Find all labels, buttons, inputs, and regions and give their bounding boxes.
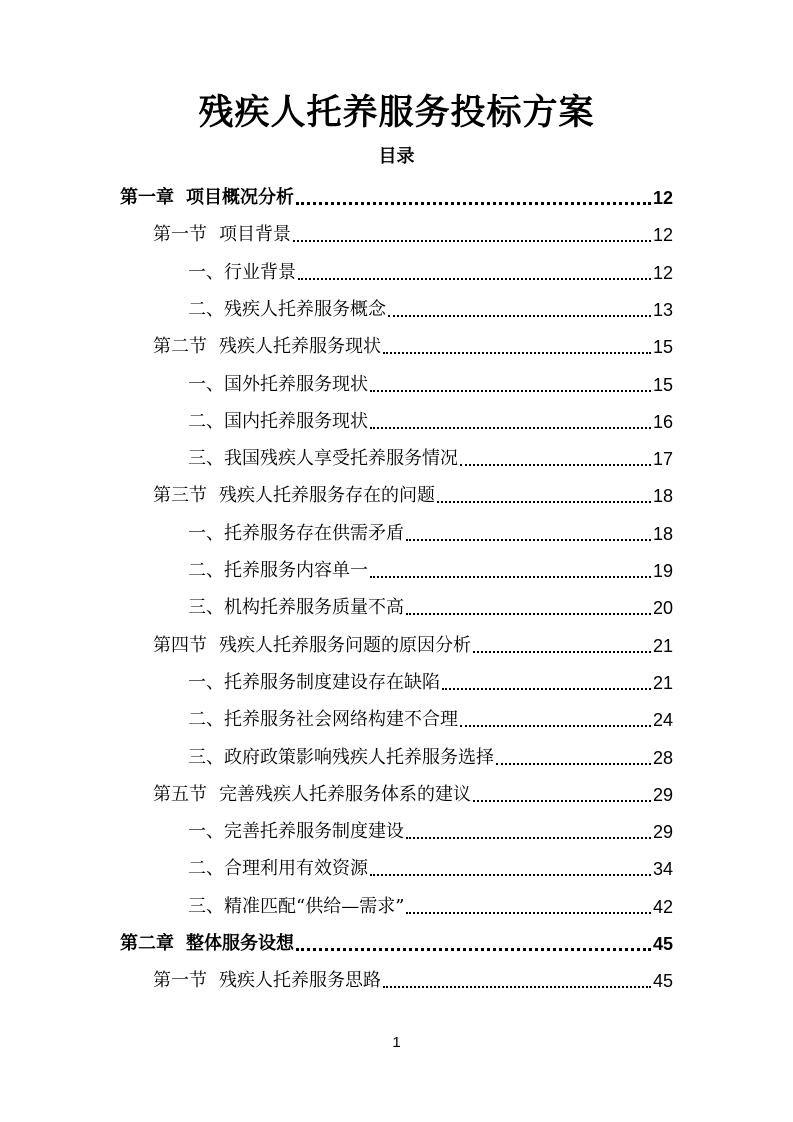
toc-heading: 目录 bbox=[378, 146, 415, 167]
toc-entry-title bbox=[188, 819, 404, 845]
toc-dot-leader bbox=[406, 902, 651, 914]
page-number: 1 bbox=[392, 1034, 401, 1051]
toc-dot-leader bbox=[496, 753, 651, 765]
toc-entry-text: 托养服务存在供需矛盾 bbox=[224, 523, 404, 544]
toc-entry-number: 第三节 bbox=[153, 485, 207, 506]
toc-page-number: 12 bbox=[652, 188, 673, 208]
toc-subsection-entry[interactable] bbox=[188, 846, 673, 882]
toc-subsection-entry[interactable] bbox=[188, 511, 673, 547]
toc-subsection-entry[interactable] bbox=[188, 436, 673, 472]
toc-entry-title bbox=[188, 707, 458, 733]
toc-entry-number: 二、 bbox=[188, 411, 224, 432]
toc-entry-text: 政府政策影响残疾人托养服务选择 bbox=[224, 747, 494, 768]
toc-entry-number: 第一节 bbox=[153, 970, 207, 991]
toc-entry-title bbox=[153, 222, 291, 248]
toc-entry-text: 残疾人托养服务存在的问题 bbox=[219, 485, 435, 506]
toc-dot-leader bbox=[296, 192, 651, 205]
toc-entry-number: 一、 bbox=[188, 374, 224, 395]
toc-page-number: 28 bbox=[652, 748, 673, 768]
toc-page-number: 42 bbox=[652, 897, 673, 917]
toc-entry-number: 第二节 bbox=[153, 336, 207, 357]
toc-subsection-entry[interactable] bbox=[188, 287, 673, 323]
toc-entry-number: 一、 bbox=[188, 821, 224, 842]
toc-dot-leader bbox=[383, 976, 651, 988]
toc-subsection-entry[interactable] bbox=[188, 735, 673, 771]
toc-entry-number: 第四节 bbox=[153, 635, 207, 656]
toc-entry-title bbox=[120, 931, 294, 957]
toc-dot-leader bbox=[460, 715, 651, 727]
toc-entry-text: 托养服务社会网络构建不合理 bbox=[224, 709, 458, 730]
toc-entry-title bbox=[153, 633, 471, 659]
toc-page-number: 13 bbox=[652, 300, 673, 320]
toc-dot-leader bbox=[473, 641, 651, 653]
toc-subsection-entry[interactable] bbox=[188, 548, 673, 584]
toc-entry-title bbox=[188, 894, 404, 920]
toc-entry-text: 托养服务内容单一 bbox=[224, 560, 368, 581]
toc-page-number: 21 bbox=[652, 673, 673, 693]
toc-page-number: 29 bbox=[652, 785, 673, 805]
toc-dot-leader bbox=[437, 491, 651, 503]
toc-subsection-entry[interactable] bbox=[188, 250, 673, 286]
toc-page-number: 21 bbox=[652, 636, 673, 656]
toc-section-entry[interactable] bbox=[153, 958, 673, 994]
toc-subsection-entry[interactable] bbox=[188, 660, 673, 696]
toc-entry-text: 国内托养服务现状 bbox=[224, 411, 368, 432]
toc-page-number: 17 bbox=[652, 449, 673, 469]
toc-entry-title bbox=[153, 334, 381, 360]
toc-entry-text: 残疾人托养服务现状 bbox=[219, 336, 381, 357]
toc-page-number: 29 bbox=[652, 822, 673, 842]
toc-page-number: 20 bbox=[652, 598, 673, 618]
toc-entry-number: 三、 bbox=[188, 448, 224, 469]
toc-entry-title bbox=[188, 856, 368, 882]
toc-dot-leader bbox=[406, 529, 651, 541]
toc-entry-title bbox=[153, 483, 435, 509]
toc-entry-number: 三、 bbox=[188, 747, 224, 768]
toc-entry-title bbox=[188, 446, 458, 472]
toc-dot-leader bbox=[460, 454, 651, 466]
toc-entry-text: 机构托养服务质量不高 bbox=[224, 597, 404, 618]
toc-dot-leader bbox=[296, 938, 651, 951]
toc-section-entry[interactable] bbox=[153, 324, 673, 360]
toc-page-number: 19 bbox=[652, 561, 673, 581]
toc-page-number: 12 bbox=[652, 263, 673, 283]
toc-page-number: 34 bbox=[652, 859, 673, 879]
toc-dot-leader bbox=[370, 864, 651, 876]
toc-page-number: 18 bbox=[652, 524, 673, 544]
toc-entry-title bbox=[188, 595, 404, 621]
toc-dot-leader bbox=[388, 305, 651, 317]
toc-entry-text: 合理利用有效资源 bbox=[224, 858, 368, 879]
toc-entry-number: 第一节 bbox=[153, 224, 207, 245]
toc-entry-text: 整体服务设想 bbox=[186, 933, 294, 954]
toc-section-entry[interactable] bbox=[153, 623, 673, 659]
toc-entry-title bbox=[188, 372, 368, 398]
toc-entry-title bbox=[188, 745, 494, 771]
toc-page-number: 24 bbox=[652, 710, 673, 730]
toc-section-entry[interactable] bbox=[153, 473, 673, 509]
toc-page-number: 18 bbox=[652, 486, 673, 506]
toc-entry-number: 二、 bbox=[188, 560, 224, 581]
toc-entry-number: 二、 bbox=[188, 709, 224, 730]
toc-entry-text: 精准匹配“供给—需求” bbox=[224, 896, 405, 917]
toc-entry-text: 残疾人托养服务概念 bbox=[224, 299, 386, 320]
toc-entry-number: 第一章 bbox=[120, 187, 174, 208]
toc-subsection-entry[interactable] bbox=[188, 362, 673, 398]
toc-subsection-entry[interactable] bbox=[188, 809, 673, 845]
toc-entry-title bbox=[153, 968, 381, 994]
toc-dot-leader bbox=[406, 827, 651, 839]
toc-entry-text: 项目背景 bbox=[219, 224, 291, 245]
toc-entry-title bbox=[188, 521, 404, 547]
toc-entry-text: 项目概况分析 bbox=[186, 187, 294, 208]
toc-entry-title bbox=[188, 260, 296, 286]
toc-page-number: 12 bbox=[652, 225, 673, 245]
toc-page-number: 45 bbox=[652, 971, 673, 991]
toc-section-entry[interactable] bbox=[153, 772, 673, 808]
toc-dot-leader bbox=[370, 566, 651, 578]
toc-dot-leader bbox=[370, 380, 651, 392]
toc-dot-leader bbox=[442, 678, 651, 690]
toc-entry-title bbox=[188, 670, 440, 696]
toc-entry-text: 残疾人托养服务问题的原因分析 bbox=[219, 635, 471, 656]
toc-entry-number: 二、 bbox=[188, 299, 224, 320]
toc-page-number: 16 bbox=[652, 412, 673, 432]
toc-entry-text: 托养服务制度建设存在缺陷 bbox=[224, 672, 440, 693]
toc-entry-title bbox=[120, 185, 294, 211]
toc-entry-number: 三、 bbox=[188, 896, 224, 917]
toc-entry-text: 完善托养服务制度建设 bbox=[224, 821, 404, 842]
toc-chapter-entry[interactable] bbox=[120, 175, 673, 211]
toc-subsection-entry[interactable] bbox=[188, 399, 673, 435]
toc-entry-number: 第五节 bbox=[153, 784, 207, 805]
document-title: 残疾人托养服务投标方案 bbox=[198, 92, 595, 133]
toc-chapter-entry[interactable] bbox=[120, 921, 673, 957]
toc-entry-number: 一、 bbox=[188, 523, 224, 544]
toc-dot-leader bbox=[406, 603, 651, 615]
toc-entry-title bbox=[188, 297, 386, 323]
toc-dot-leader bbox=[383, 342, 651, 354]
toc-entry-text: 行业背景 bbox=[224, 262, 296, 283]
toc-subsection-entry[interactable] bbox=[188, 884, 673, 920]
toc-entry-number: 一、 bbox=[188, 262, 224, 283]
toc-entry-text: 残疾人托养服务思路 bbox=[219, 970, 381, 991]
toc-entry-number: 第二章 bbox=[120, 933, 174, 954]
toc-entry-text: 国外托养服务现状 bbox=[224, 374, 368, 395]
toc-page-number: 45 bbox=[652, 934, 673, 954]
toc-dot-leader bbox=[370, 417, 651, 429]
toc-dot-leader bbox=[298, 268, 651, 280]
toc-section-entry[interactable] bbox=[153, 212, 673, 248]
toc-page-number: 15 bbox=[652, 375, 673, 395]
toc-entry-number: 三、 bbox=[188, 597, 224, 618]
toc-subsection-entry[interactable] bbox=[188, 697, 673, 733]
toc-page-number: 15 bbox=[652, 337, 673, 357]
toc-entry-title bbox=[188, 558, 368, 584]
toc-entry-number: 一、 bbox=[188, 672, 224, 693]
toc-entry-text: 完善残疾人托养服务体系的建议 bbox=[219, 784, 471, 805]
toc-entry-text: 我国残疾人享受托养服务情况 bbox=[224, 448, 458, 469]
toc-dot-leader bbox=[293, 230, 651, 242]
toc-entry-title bbox=[153, 782, 471, 808]
toc-entry-number: 二、 bbox=[188, 858, 224, 879]
toc-dot-leader bbox=[473, 790, 651, 802]
toc-entry-title bbox=[188, 409, 368, 435]
toc-subsection-entry[interactable] bbox=[188, 585, 673, 621]
